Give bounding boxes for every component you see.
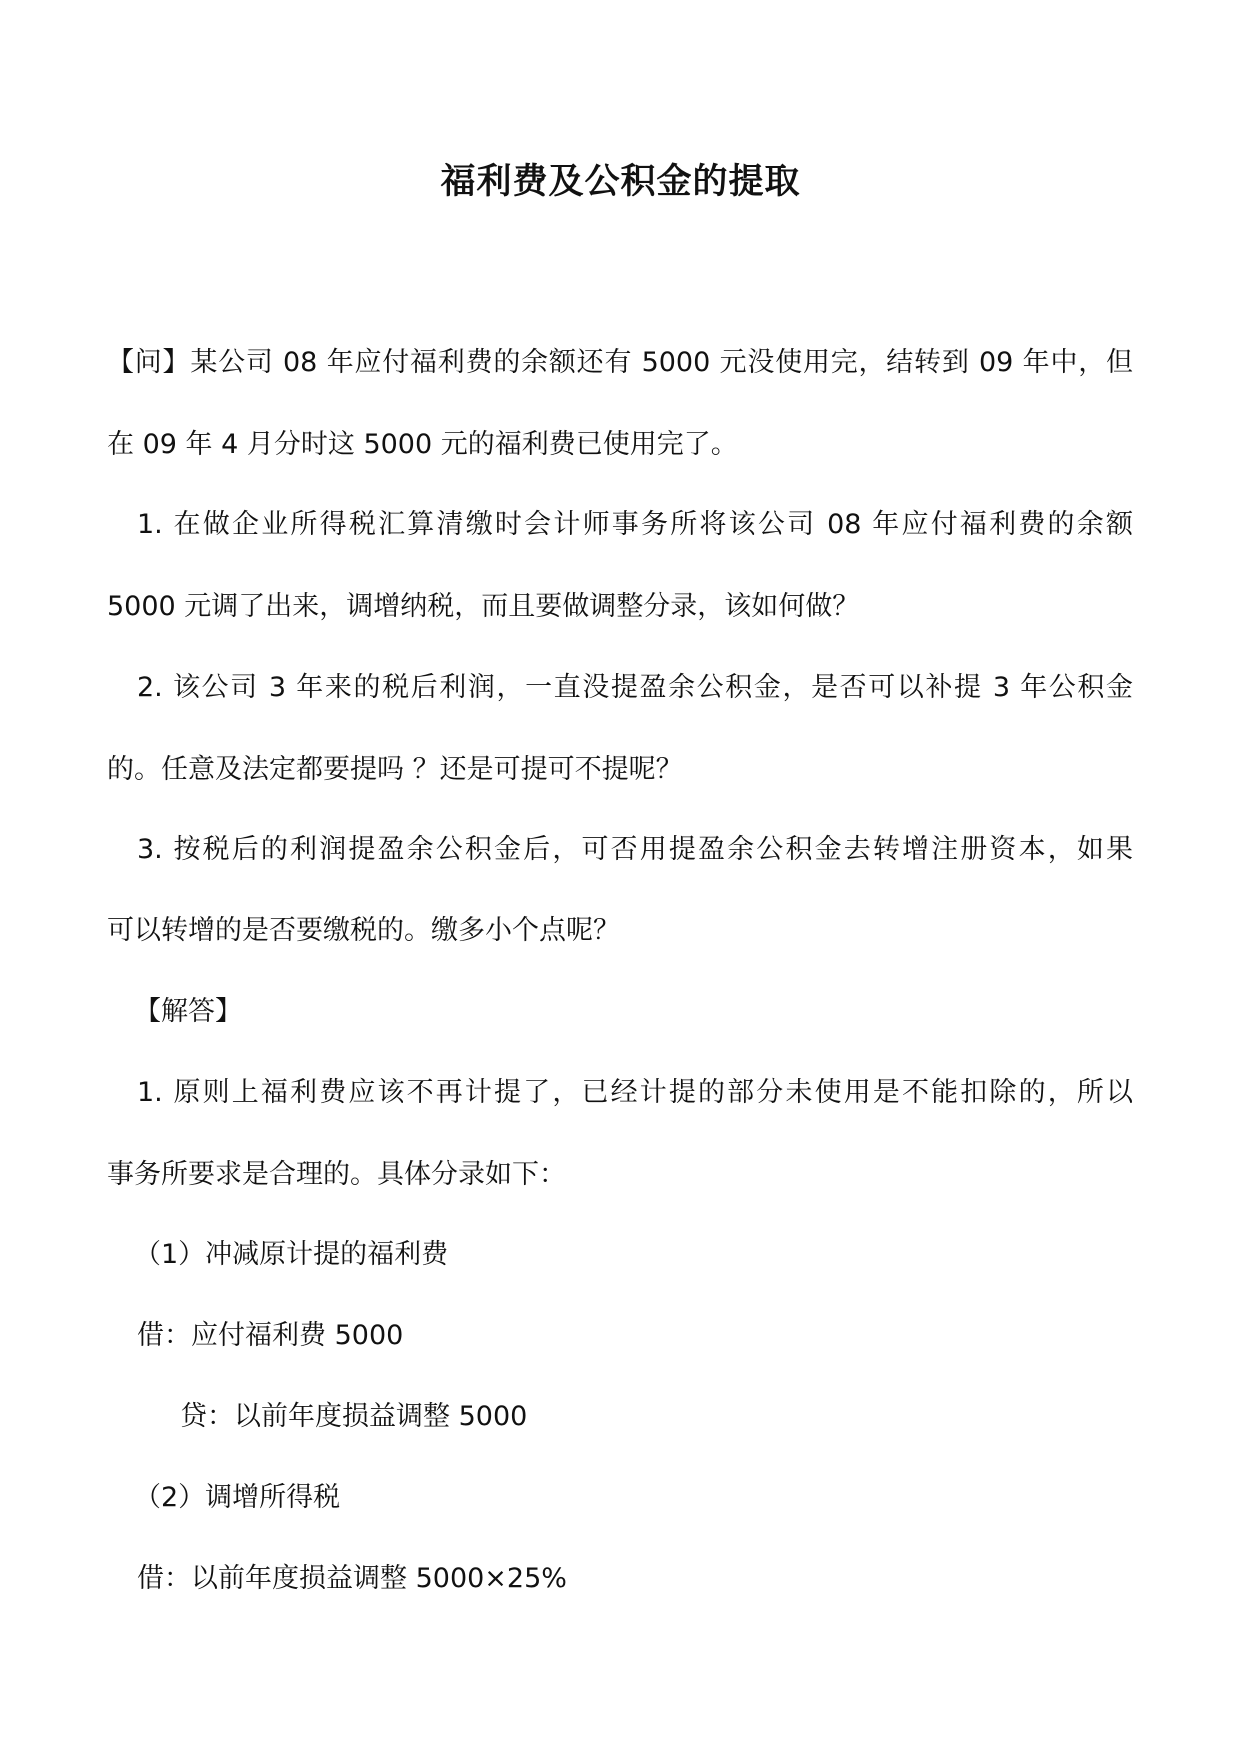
answer-item-1-line-2: 事务所要求是合理的。具体分录如下： bbox=[107, 1159, 566, 1190]
step-1-heading: （1）冲减原计提的福利费 bbox=[134, 1239, 449, 1270]
question-item-1-line-1: 1. 在做企业所得税汇算清缴时会计师事务所将该公司 08 年应付福利费的余额 bbox=[137, 509, 1133, 540]
step-2-heading: （2）调增所得税 bbox=[134, 1482, 341, 1513]
question-item-3-line-2: 可以转增的是否要缴税的。缴多小个点呢？ bbox=[107, 915, 620, 946]
question-item-1-line-2: 5000 元调了出来，调增纳税，而且要做调整分录，该如何做？ bbox=[107, 591, 860, 622]
question-item-3-line-1: 3. 按税后的利润提盈余公积金后，可否用提盈余公积金去转增注册资本，如果 bbox=[137, 834, 1133, 865]
question-item-2-line-1: 2. 该公司 3 年来的税后利润，一直没提盈余公积金，是否可以补提 3 年公积金 bbox=[137, 672, 1133, 703]
question-line-2: 在 09 年 4 月分时这 5000 元的福利费已使用完了。 bbox=[107, 429, 738, 460]
question-line-1: 【问】某公司 08 年应付福利费的余额还有 5000 元没使用完，结转到 09 年中，但 bbox=[107, 347, 1133, 378]
question-item-2-line-2: 的。任意及法定都要提吗 ？还是可提可不提呢？ bbox=[107, 754, 683, 785]
credit-entry-1: 贷：以前年度损益调整 5000 bbox=[180, 1401, 528, 1432]
debit-entry-2: 借：以前年度损益调整 5000×25% bbox=[137, 1563, 567, 1594]
answer-heading: 【解答】 bbox=[134, 996, 242, 1027]
answer-item-1-line-1: 1. 原则上福利费应该不再计提了，已经计提的部分未使用是不能扣除的，所以 bbox=[137, 1077, 1133, 1108]
debit-entry-1: 借：应付福利费 5000 bbox=[137, 1320, 404, 1351]
page-title: 福利费及公积金的提取 bbox=[440, 161, 801, 202]
